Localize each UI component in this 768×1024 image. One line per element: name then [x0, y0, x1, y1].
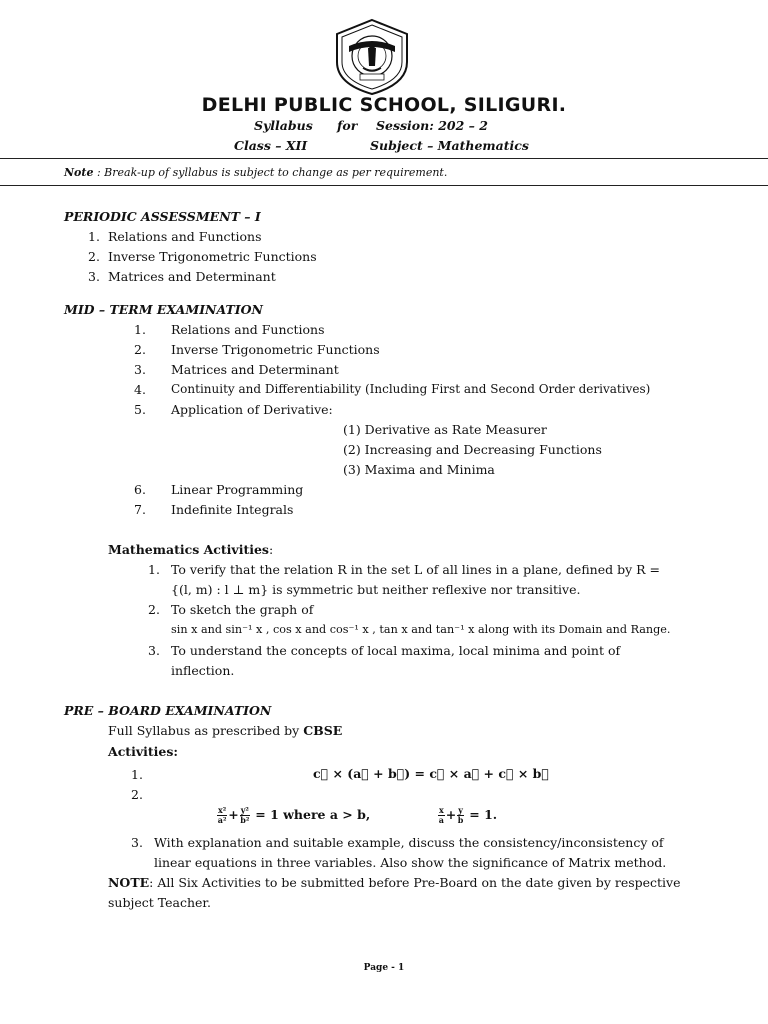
- preboard-activities-label: Activities:: [108, 744, 178, 759]
- list-item: With explanation and suitable example, discuss the consistency/inconsistency of: [154, 835, 664, 850]
- final-note-text: : All Six Activities to be submitted before Pre-Board on the date given by respective: [149, 875, 681, 890]
- for-label: for: [337, 118, 358, 133]
- note-text: : Break-up of syllabus is subject to change as per requirement.: [93, 166, 448, 179]
- list-item: Relations and Functions: [171, 322, 325, 337]
- fraction-x: [438, 806, 445, 825]
- list-item: To understand the concepts of local maxima, local minima and point of: [171, 643, 621, 658]
- note-label: Note: [64, 166, 94, 179]
- list-item: Application of Derivative:: [171, 402, 333, 417]
- list-item-num: 3.: [88, 269, 100, 284]
- list-item: Indefinite Integrals: [171, 502, 294, 517]
- list-item: Inverse Trigonometric Functions: [108, 249, 317, 264]
- page-number: Page - 1: [363, 963, 405, 973]
- denominator: a²: [217, 815, 227, 825]
- list-item-num: 3.: [134, 362, 146, 377]
- list-item-continued: linear equations in three variables. Also show the significance of Matrix method.: [154, 855, 667, 870]
- sub-item: (3) Maxima and Minima: [343, 462, 495, 477]
- line-rest: = 1.: [469, 807, 498, 822]
- ellipse-rest: = 1 where a > b,: [255, 807, 371, 822]
- final-note-label: NOTE: [108, 875, 150, 890]
- sub-item: (2) Increasing and Decreasing Functions: [343, 442, 602, 457]
- fraction-x-sq: [217, 806, 227, 825]
- list-item-num: 1.: [88, 229, 100, 244]
- plus-sign: +: [228, 807, 239, 822]
- denominator: b: [457, 815, 464, 825]
- list-item: To sketch the graph of: [171, 602, 314, 617]
- class-label: Class – XII: [234, 138, 308, 153]
- list-item-num: 2.: [148, 602, 160, 617]
- syllabus-label: Syllabus: [254, 118, 313, 133]
- list-item: To verify that the relation R in the set L of all lines in a plane, defined by R =: [171, 562, 660, 577]
- periodic-title: PERIODIC ASSESSMENT – I: [64, 209, 261, 224]
- syllabus-text: Full Syllabus as prescribed by: [108, 723, 304, 738]
- subject-label: Subject – Mathematics: [370, 138, 529, 153]
- numerator: y²: [240, 805, 249, 815]
- school-crest-logo: [331, 18, 413, 96]
- trig-functions-formula: sin x and sin⁻¹ x , cos x and cos⁻¹ x , tan x and tan⁻¹ x along with its Domain and Range.: [171, 623, 671, 636]
- fraction-y: [457, 806, 464, 825]
- list-item: Relations and Functions: [108, 229, 262, 244]
- activities-colon: :: [268, 542, 274, 557]
- list-item-num: 1.: [148, 562, 160, 577]
- sub-item: (1) Derivative as Rate Measurer: [343, 422, 547, 437]
- header-rule-bottom: [0, 185, 768, 186]
- school-name: DELHI PUBLIC SCHOOL, SILIGURI.: [201, 94, 567, 116]
- list-item: Continuity and Differentiability (Including First and Second Order derivatives): [171, 382, 651, 396]
- list-item-num: 3.: [148, 643, 160, 658]
- list-item: Inverse Trigonometric Functions: [171, 342, 380, 357]
- vector-distributive-formula: c⃗ × (a⃗ + b⃗) = c⃗ × a⃗ + c⃗ × b⃗: [313, 766, 549, 781]
- list-item-continued: inflection.: [171, 663, 235, 678]
- session-label: Session: 202 – 2: [376, 118, 488, 133]
- list-item-num: 2.: [134, 342, 146, 357]
- list-item: Matrices and Determinant: [171, 362, 339, 377]
- note-line: [64, 166, 447, 179]
- denominator: a: [438, 815, 444, 825]
- denominator: b²: [240, 815, 250, 825]
- numerator: y: [458, 805, 463, 815]
- activities-heading: [108, 542, 273, 557]
- list-item-num: 7.: [134, 502, 146, 517]
- list-item-num: 4.: [134, 382, 146, 397]
- syllabus-line: [108, 723, 342, 738]
- list-item-num: 6.: [134, 482, 146, 497]
- line-intercept-formula: [437, 806, 497, 825]
- activities-title: Mathematics Activities: [108, 542, 269, 557]
- numerator: x: [439, 805, 444, 815]
- fraction-y-sq: [240, 806, 250, 825]
- plus-sign: +: [445, 807, 457, 822]
- list-item-num: 2.: [131, 787, 143, 802]
- list-item: Matrices and Determinant: [108, 269, 276, 284]
- final-note: [108, 875, 681, 890]
- ellipse-formula: [216, 806, 370, 825]
- list-item-num: 1.: [134, 322, 146, 337]
- list-item: Linear Programming: [171, 482, 304, 497]
- preboard-title: PRE – BOARD EXAMINATION: [64, 703, 272, 718]
- final-note-continued: subject Teacher.: [108, 895, 211, 910]
- list-item-num: 1.: [131, 767, 143, 782]
- list-item-num: 3.: [131, 835, 143, 850]
- midterm-title: MID – TERM EXAMINATION: [64, 302, 263, 317]
- list-item-num: 5.: [134, 402, 146, 417]
- cbse-label: CBSE: [303, 723, 343, 738]
- list-item-num: 2.: [88, 249, 100, 264]
- header-rule-top: [0, 158, 768, 159]
- numerator: x²: [218, 805, 227, 815]
- list-item-continued: {(l, m) : l ⊥ m} is symmetric but neither reflexive nor transitive.: [171, 582, 581, 597]
